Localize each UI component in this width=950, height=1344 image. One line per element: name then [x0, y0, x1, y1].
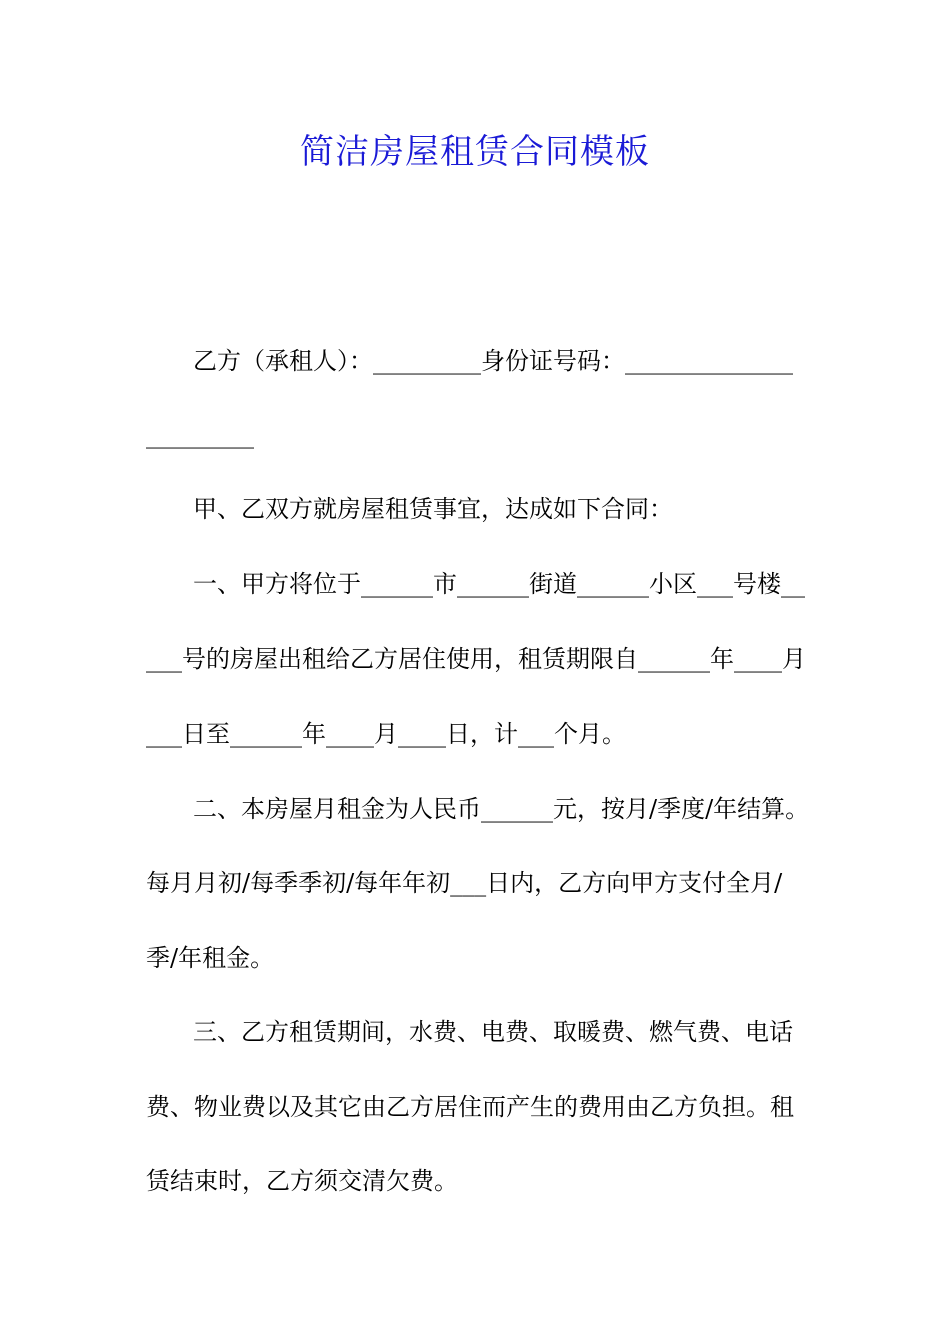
- clause-three-line-3: 赁结束时，乙方须交清欠费。: [146, 1167, 458, 1195]
- clause-two-line-2: 每月月初/每季季初/每年年初___日内，乙方向甲方支付全月/: [146, 869, 783, 897]
- clause-three-line-1: 三、乙方租赁期间，水费、电费、取暖费、燃气费、电话: [193, 1018, 793, 1046]
- party-b-line: 乙方（承租人）：_________身份证号码：______________: [193, 347, 793, 375]
- clause-two-line-3: 季/年租金。: [146, 944, 275, 972]
- clause-one-line-3: ___日至______年____月____日，计___个月。: [146, 720, 626, 748]
- clause-one-line-2: ___号的房屋出租给乙方居住使用，租赁期限自______年____月: [146, 645, 806, 673]
- party-b-line-continued: _________: [146, 421, 254, 449]
- clause-three-line-2: 费、物业费以及其它由乙方居住而产生的费用由乙方负担。租: [146, 1093, 794, 1121]
- clause-one-line-1: 一、甲方将位于______市______街道______小区___号楼__: [193, 570, 805, 598]
- document-title: 简洁房屋租赁合同模板: [300, 132, 650, 172]
- clause-two-line-1: 二、本房屋月租金为人民币______元，按月/季度/年结算。: [193, 795, 810, 823]
- agreement-intro: 甲、乙双方就房屋租赁事宜，达成如下合同：: [193, 495, 673, 523]
